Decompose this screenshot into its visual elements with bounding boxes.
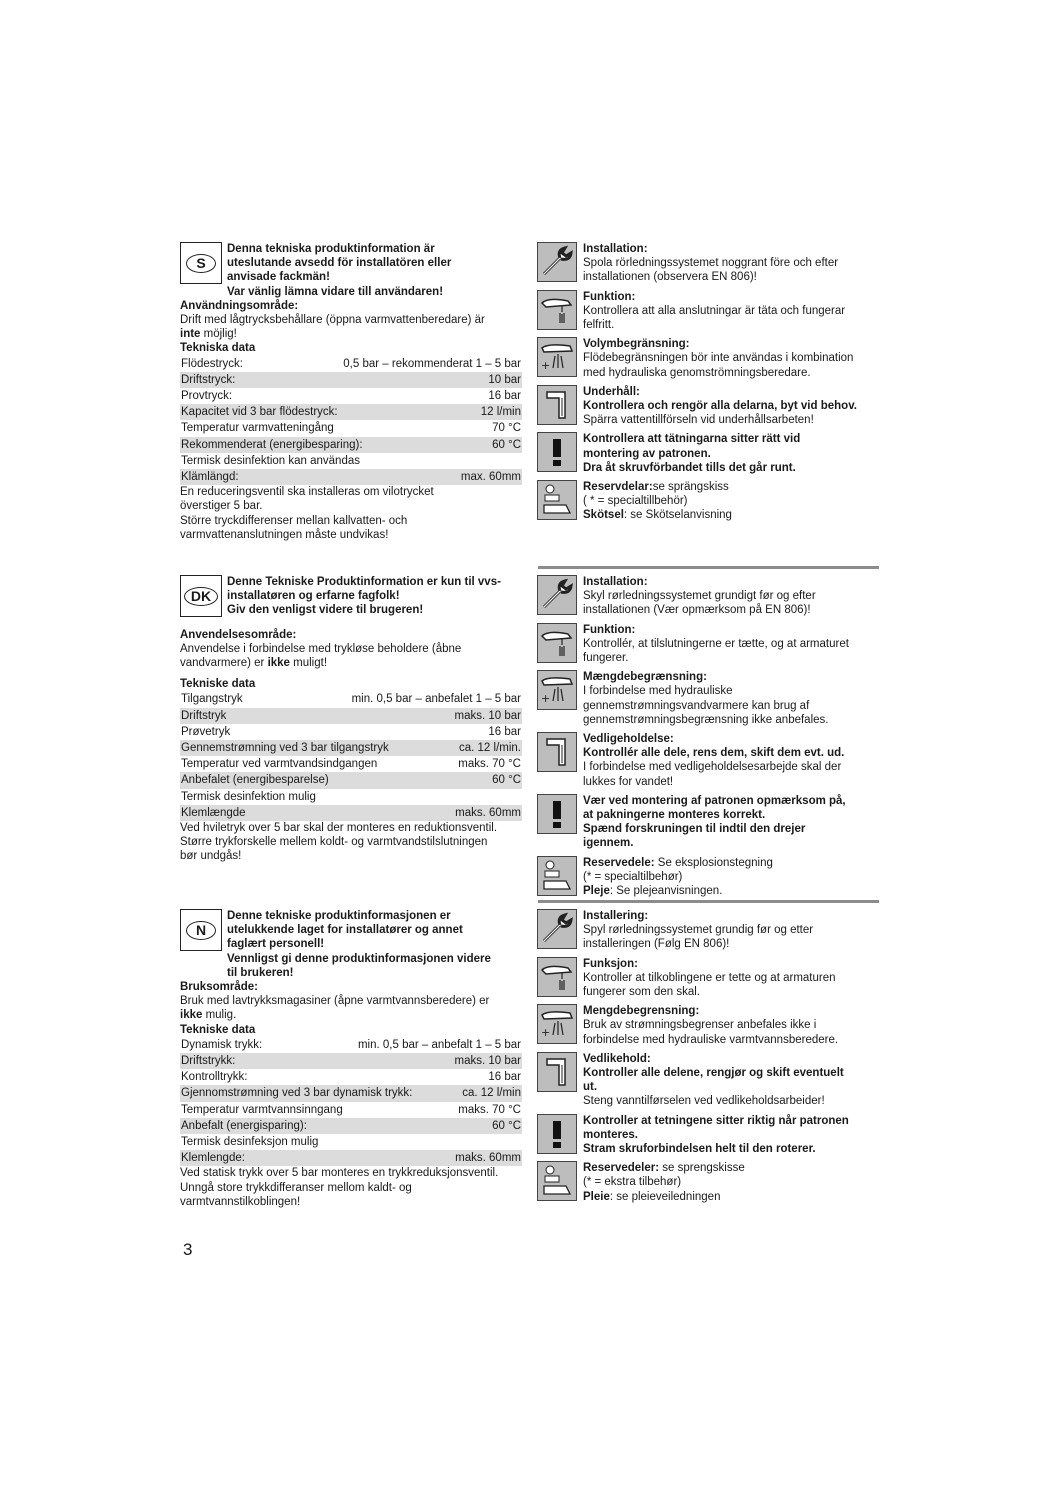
tech-data-row bbox=[180, 372, 522, 388]
tech-data-row bbox=[180, 1069, 522, 1085]
instruction-title: Funksjon: bbox=[583, 957, 638, 970]
left-column bbox=[180, 242, 522, 542]
instruction-text bbox=[583, 670, 880, 727]
instruction-item bbox=[537, 670, 880, 732]
instruction-line: (* = specialtilbehør) bbox=[583, 870, 683, 883]
hex-key-icon bbox=[537, 1052, 577, 1092]
tech-data-row bbox=[180, 356, 522, 372]
tech-data-label: Kontrolltrykk: bbox=[181, 1071, 248, 1084]
instruction-line: Kontrollér, at tilslutningerne er tætte, og at armaturet bbox=[583, 637, 849, 650]
tech-data-row bbox=[180, 437, 522, 453]
svg-text:+: + bbox=[541, 692, 551, 706]
left-column bbox=[180, 575, 522, 864]
instruction-item bbox=[537, 1004, 880, 1052]
instruction-title: Mengdebegrensning: bbox=[583, 1005, 700, 1018]
tech-data-label: Driftstryk bbox=[181, 709, 227, 722]
instruction-title: Underhåll: bbox=[583, 385, 640, 398]
right-column bbox=[537, 575, 880, 903]
instruction-item bbox=[537, 1161, 880, 1209]
tech-data-label: Dynamisk trykk: bbox=[181, 1038, 263, 1051]
instruction-line: Spola rörledningssystemet noggrant före och efter bbox=[583, 257, 839, 270]
hex-key-icon bbox=[537, 732, 577, 772]
tech-data-title: Tekniske data bbox=[180, 678, 256, 691]
footer-note: Ved hviletryk over 5 bar skal der monteres en reduktionsventil. Større trykforskelle mellem koldt- og varmtvandstilslutningen bør undgås! bbox=[180, 821, 498, 863]
instruction-title: Installering: bbox=[583, 910, 649, 922]
instruction-item bbox=[537, 957, 880, 1005]
instruction-item bbox=[537, 575, 880, 623]
instruction-line: Stram skruforbindelsen helt til den roterer. bbox=[583, 1142, 816, 1155]
tech-data-row bbox=[180, 756, 522, 772]
instruction-item bbox=[537, 856, 880, 904]
tech-data-label: Driftstryck: bbox=[181, 373, 236, 386]
section-divider bbox=[538, 566, 879, 569]
usage-title: Anvendelsesområde: bbox=[180, 628, 297, 641]
instruction-title: Volymbegränsning: bbox=[583, 338, 690, 351]
tech-data-row bbox=[180, 420, 522, 436]
tech-data-value: 60 °C bbox=[492, 438, 521, 451]
instruction-title: Reservedeler: bbox=[583, 1162, 660, 1175]
instruction-line: I forbindelse med hydrauliske bbox=[583, 685, 733, 698]
flow-limiter-icon bbox=[537, 337, 577, 377]
instruction-item bbox=[537, 1114, 880, 1162]
language-badge bbox=[180, 242, 222, 284]
tech-data-row bbox=[180, 1037, 522, 1053]
tech-data-label: Klämlängd: bbox=[181, 470, 239, 483]
instruction-text bbox=[583, 1114, 880, 1157]
intro-text: Denna tekniska produktinformation är uteslutande avsedd för installatören eller anvisade fackmän! Var vänlig lämna vidare till användaren! bbox=[227, 243, 452, 298]
tech-data-label: Driftstrykk: bbox=[181, 1055, 236, 1068]
instruction-title: Mængdebegrænsning: bbox=[583, 671, 707, 684]
tech-data-value: maks. 10 bar bbox=[454, 709, 521, 722]
instruction-line: Steng vanntilførselen ved vedlikeholdsarbeider! bbox=[583, 1095, 825, 1108]
usage-text-last: inte möjlig! bbox=[180, 328, 237, 341]
tech-data-row bbox=[180, 724, 522, 740]
spare-parts-icon bbox=[537, 856, 577, 896]
instruction-title: Reservdelar: bbox=[583, 480, 653, 493]
right-column bbox=[537, 242, 880, 528]
instruction-line: Spyl rørledningssystemet grundig før og etter bbox=[583, 924, 814, 937]
instruction-line: gennemstrømningsvandvarmere kan brug af bbox=[583, 699, 810, 712]
instruction-title: Funktion: bbox=[583, 623, 636, 636]
tech-data-row bbox=[180, 1134, 522, 1150]
tech-data-value: 10 bar bbox=[488, 373, 521, 386]
tech-data-label: Tilgangstryk bbox=[181, 693, 243, 706]
tech-data-value: ca. 12 l/min. bbox=[459, 741, 521, 754]
instruction-line: installationen (observera EN 806)! bbox=[583, 271, 757, 284]
tech-data-row bbox=[180, 1053, 522, 1069]
tech-data-row bbox=[180, 1102, 522, 1118]
instruction-text bbox=[583, 732, 880, 789]
tech-data-table bbox=[180, 1037, 522, 1167]
instruction-line: Se eksplosionstegning bbox=[654, 856, 773, 869]
tech-data-value: 16 bar bbox=[488, 1071, 521, 1084]
wrench-icon bbox=[537, 242, 577, 282]
usage-text-last: vandvarmere) er ikke muligt! bbox=[180, 657, 328, 670]
instruction-line: montering av patronen. bbox=[583, 447, 711, 460]
tech-data-label: Klemlengde: bbox=[181, 1152, 245, 1165]
faucet-icon bbox=[537, 623, 577, 663]
instruction-text bbox=[583, 623, 880, 666]
tech-data-label: Temperatur varmtvannsinngang bbox=[181, 1103, 343, 1116]
instruction-line: Pleie: se pleieveiledningen bbox=[583, 1190, 721, 1203]
tech-data-label: Temperatur ved varmtvandsindgangen bbox=[181, 758, 378, 771]
instruction-line: installeringen (Følg EN 806)! bbox=[583, 938, 730, 951]
left-column bbox=[180, 909, 522, 1209]
warning-icon bbox=[537, 794, 577, 834]
instruction-item bbox=[537, 432, 880, 480]
instruction-line: se sprängskiss bbox=[652, 480, 729, 493]
instruction-line: (* = ekstra tilbehør) bbox=[583, 1176, 682, 1189]
tech-data-table bbox=[180, 691, 522, 821]
tech-data-row bbox=[180, 772, 522, 788]
instruction-text bbox=[583, 856, 880, 899]
tech-data-label: Gennemstrømning ved 3 bar tilgangstryk bbox=[181, 741, 389, 754]
language-code: S bbox=[186, 254, 216, 273]
instruction-line: Kontrollera och rengör alla delarna, byt vid behov. bbox=[583, 399, 857, 412]
instruction-item bbox=[537, 480, 880, 528]
instruction-text bbox=[583, 794, 880, 851]
instruction-title: Installation: bbox=[583, 576, 648, 588]
instruction-text bbox=[583, 432, 880, 475]
tech-data-value: ca. 12 l/min bbox=[462, 1087, 521, 1100]
tech-data-row bbox=[180, 1085, 522, 1101]
instruction-text bbox=[583, 1052, 880, 1109]
instruction-line: Kontroller at tilkoblingene er tette og at armaturen bbox=[583, 971, 836, 984]
instruction-text bbox=[583, 242, 880, 285]
instruction-line: fungerer. bbox=[583, 652, 629, 664]
instruction-title: Funktion: bbox=[583, 290, 636, 303]
footer-note: Ved statisk trykk over 5 bar monteres en trykkreduksjonsventil. Unngå store trykkdifferanser mellom kaldt- og varmtvannstilkoblingen! bbox=[180, 1167, 499, 1208]
tech-data-row bbox=[180, 404, 522, 420]
flow-limiter-icon bbox=[537, 1004, 577, 1044]
instruction-item bbox=[537, 385, 880, 433]
instruction-line: med hydrauliska genomströmningsberedare. bbox=[583, 366, 811, 379]
instruction-title: Vedlikehold: bbox=[583, 1052, 651, 1065]
tech-data-row bbox=[180, 740, 522, 756]
tech-data-value: maks. 60mm bbox=[455, 806, 521, 819]
tech-data-row bbox=[180, 1150, 522, 1166]
instruction-line: Spärra vattentillförseln vid underhållsarbeten! bbox=[583, 414, 814, 427]
instruction-line: Pleje: Se plejeanvisningen. bbox=[583, 884, 723, 897]
language-code: N bbox=[186, 921, 216, 940]
instruction-line: Kontroller alle delene, rengjør og skift eventuelt bbox=[583, 1066, 844, 1079]
instruction-item bbox=[537, 909, 880, 957]
instruction-line: Spænd forskruningen til indtil den drejer bbox=[583, 823, 806, 836]
faucet-icon bbox=[537, 957, 577, 997]
tech-data-row bbox=[180, 453, 522, 469]
tech-data-value: 16 bar bbox=[488, 725, 521, 738]
usage-title: Bruksområde: bbox=[180, 981, 258, 994]
tech-data-label: Prøvetryk bbox=[181, 725, 231, 738]
language-badge bbox=[180, 575, 222, 617]
instruction-line: lukkes for vandet! bbox=[583, 775, 674, 788]
instruction-line: Kontrollera att alla anslutningar är täta och fungerar bbox=[583, 304, 846, 317]
tech-data-label: Termisk desinfeksjon mulig bbox=[181, 1135, 319, 1148]
wrench-icon bbox=[537, 575, 577, 615]
instruction-line: installationen (Vær opmærksom på EN 806)! bbox=[583, 604, 811, 617]
tech-data-value: maks. 70 °C bbox=[458, 1103, 521, 1116]
flow-limiter-icon bbox=[537, 670, 577, 710]
intro-text: Denne Tekniske Produktinformation er kun til vvs- installatøren og erfarne fagfolk! Giv den venligst videre til brugeren! bbox=[227, 576, 501, 617]
instruction-line: Skyl rørledningssystemet grundigt før og efter bbox=[583, 590, 816, 603]
tech-data-value: 70 °C bbox=[492, 422, 521, 435]
warning-icon bbox=[537, 1114, 577, 1154]
tech-data-row bbox=[180, 789, 522, 805]
instruction-text bbox=[583, 909, 880, 952]
tech-data-label: Anbefalt (energisparing): bbox=[181, 1119, 307, 1132]
tech-data-value: maks. 70 °C bbox=[458, 758, 521, 771]
instruction-line: ( * = specialtillbehör) bbox=[583, 495, 688, 508]
tech-data-label: Termisk desinfektion mulig bbox=[181, 790, 316, 803]
tech-data-label: Flödestryck: bbox=[181, 357, 243, 370]
instruction-line: Dra åt skruvförbandet tills det går runt. bbox=[583, 461, 796, 474]
instruction-line: Vær ved montering af patronen opmærksom på, bbox=[583, 794, 846, 807]
tech-data-value: maks. 60mm bbox=[455, 1152, 521, 1165]
language-code: DK bbox=[184, 587, 218, 606]
instruction-text bbox=[583, 385, 880, 428]
usage-title: Användningsområde: bbox=[180, 299, 299, 312]
usage-text: Drift med lågtrycksbehållare (öppna varmvattenberedare) är bbox=[180, 314, 485, 327]
tech-data-value: 60 °C bbox=[492, 774, 521, 787]
instruction-line: Kontrollera att tätningarna sitter rätt vid bbox=[583, 433, 801, 446]
instruction-line: monteres. bbox=[583, 1128, 638, 1141]
right-column bbox=[537, 909, 880, 1209]
tech-data-label: Provtryck: bbox=[181, 390, 233, 402]
instruction-line: Kontroller at tetningene sitter riktig når patronen bbox=[583, 1114, 849, 1127]
instruction-line: Kontrollér alle dele, rens dem, skift dem evt. ud. bbox=[583, 747, 845, 760]
tech-data-value: 12 l/min bbox=[480, 406, 521, 419]
tech-data-title: Tekniska data bbox=[180, 342, 256, 355]
faucet-icon bbox=[537, 290, 577, 330]
instruction-text bbox=[583, 290, 880, 333]
instruction-text bbox=[583, 575, 880, 618]
instruction-line: fungerer som den skal. bbox=[583, 986, 700, 998]
instruction-item bbox=[537, 242, 880, 290]
instruction-line: ut. bbox=[583, 1081, 598, 1094]
tech-data-value: min. 0,5 bar – anbefalt 1 – 5 bar bbox=[357, 1038, 521, 1051]
instruction-text bbox=[583, 957, 880, 1000]
tech-data-value: 60 °C bbox=[492, 1119, 521, 1132]
intro-text: Denne tekniske produktinformasjonen er utelukkende laget for installatører og annet faglært personell! Vennligst gi denne produktinformasjonen videre til brukeren! bbox=[227, 910, 491, 979]
hex-key-icon bbox=[537, 385, 577, 425]
instruction-line: igennem. bbox=[583, 837, 634, 850]
tech-data-value: 16 bar bbox=[488, 390, 521, 402]
tech-data-row bbox=[180, 388, 522, 404]
tech-data-label: Termisk desinfektion kan användas bbox=[181, 454, 360, 467]
tech-data-value: max. 60mm bbox=[460, 470, 521, 483]
tech-data-row bbox=[180, 469, 522, 485]
tech-data-row bbox=[180, 708, 522, 724]
instruction-text bbox=[583, 1161, 880, 1204]
tech-data-title: Tekniske data bbox=[180, 1023, 256, 1036]
instruction-text bbox=[583, 337, 880, 380]
instruction-item bbox=[537, 290, 880, 338]
footer-note: En reduceringsventil ska installeras om vilotrycket överstiger 5 bar. Större tryckdifferenser mellan kallvatten- och varmvattenanslutningen måste undvikas! bbox=[180, 486, 434, 541]
tech-data-label: Anbefalet (energibesparelse) bbox=[181, 774, 329, 787]
tech-data-row bbox=[180, 691, 522, 707]
usage-text: Bruk med lavtrykksmagasiner (åpne varmtvannsberedere) er bbox=[180, 995, 490, 1008]
instruction-line: se sprengskisse bbox=[659, 1162, 745, 1175]
tech-data-value: maks. 10 bar bbox=[454, 1055, 521, 1068]
instruction-title: Reservedele: bbox=[583, 856, 655, 869]
spare-parts-icon bbox=[537, 1161, 577, 1201]
tech-data-table bbox=[180, 356, 522, 486]
svg-text:+: + bbox=[541, 1026, 551, 1040]
instruction-title: Installation: bbox=[583, 243, 648, 255]
tech-data-label: Gjennomstrømning ved 3 bar dynamisk trykk: bbox=[181, 1087, 413, 1100]
instruction-text bbox=[583, 1004, 880, 1047]
tech-data-row bbox=[180, 1118, 522, 1134]
usage-text: Anvendelse i forbindelse med trykløse beholdere (åbne bbox=[180, 642, 462, 655]
wrench-icon bbox=[537, 909, 577, 949]
page-number: 3 bbox=[183, 1240, 193, 1259]
instruction-item bbox=[537, 1052, 880, 1114]
language-badge bbox=[180, 909, 222, 951]
instruction-title: Vedligeholdelse: bbox=[583, 732, 674, 745]
usage-text-last: ikke mulig. bbox=[180, 1009, 237, 1022]
tech-data-row bbox=[180, 805, 522, 821]
section-divider bbox=[538, 900, 879, 903]
spare-parts-icon bbox=[537, 480, 577, 520]
tech-data-value: min. 0,5 bar – anbefalet 1 – 5 bar bbox=[351, 693, 521, 706]
instruction-item bbox=[537, 623, 880, 671]
tech-data-label: Klemlængde bbox=[181, 806, 246, 819]
instruction-line: forbindelse med hydrauliske varmtvannsberedere. bbox=[583, 1033, 839, 1046]
instruction-line: felfritt. bbox=[583, 319, 615, 331]
instruction-line: Skötsel: se Skötselanvisning bbox=[583, 509, 732, 522]
instruction-line: I forbindelse med vedligeholdelsesarbejde skal der bbox=[583, 761, 842, 774]
instruction-line: Flödebegränsningen bör inte användas i kombination bbox=[583, 352, 854, 365]
tech-data-label: Temperatur varmvatteningång bbox=[181, 422, 334, 435]
svg-text:+: + bbox=[541, 359, 551, 373]
instruction-item bbox=[537, 794, 880, 856]
instruction-line: at pakningerne monteres korrekt. bbox=[583, 808, 766, 821]
warning-icon bbox=[537, 432, 577, 472]
instruction-line: Bruk av strømningsbegrenser anbefales ikke i bbox=[583, 1019, 817, 1032]
tech-data-label: Rekommenderat (energibesparing): bbox=[181, 438, 363, 451]
instruction-item bbox=[537, 337, 880, 385]
tech-data-value: 0,5 bar – rekommenderat 1 – 5 bar bbox=[343, 357, 521, 370]
tech-data-label: Kapacitet vid 3 bar flödestryck: bbox=[181, 406, 338, 419]
instruction-item bbox=[537, 732, 880, 794]
instruction-text bbox=[583, 480, 880, 523]
instruction-line: gennemstrømningsbegrænsning ikke anbefales. bbox=[583, 713, 829, 726]
